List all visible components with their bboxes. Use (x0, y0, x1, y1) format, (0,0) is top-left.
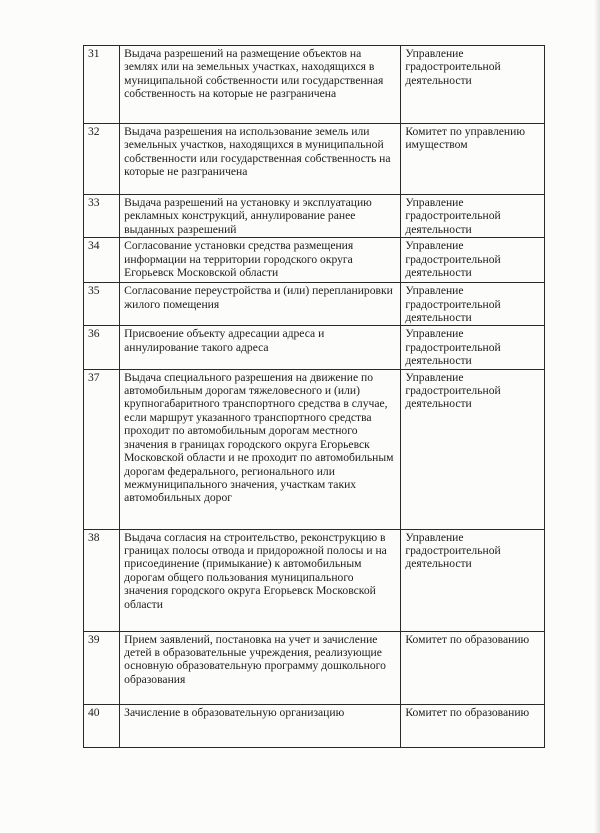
table-row (84, 529, 545, 631)
responsible-department: Управление градостроительной деятельности (401, 369, 545, 529)
row-number: 34 (84, 238, 120, 283)
scan-edge-shadow (594, 0, 600, 833)
services-table (83, 45, 545, 748)
table-row (84, 283, 545, 326)
service-name: Выдача разрешения на использование земель или земельных участков, находящихся в муниципальной собственности или государственная собственность на которые не разграничена (120, 124, 401, 195)
table-row (84, 369, 545, 529)
row-number: 40 (84, 704, 120, 747)
responsible-department: Комитет по образованию (401, 704, 545, 747)
service-name: Выдача специального разрешения на движение по автомобильным дорогам тяжеловесного и (или) крупногабаритного транспортного средства в случае, если маршрут указанного транспортного средства проходит по автомобильным дорогам местного значения в границах городского округа Егорьевск Московской области и не проходит по автомобильным дорогам федерального, регионального или межмуниципального значения, участкам таких автомобильных дорог (120, 369, 401, 529)
responsible-department: Управление градостроительной деятельности (401, 326, 545, 369)
row-number: 38 (84, 529, 120, 631)
row-number: 31 (84, 46, 120, 124)
service-name: Прием заявлений, постановка на учет и зачисление детей в образовательные учреждения, реализующие основную образовательную программу дошкольного образования (120, 631, 401, 704)
responsible-department: Комитет по управлению имуществом (401, 124, 545, 195)
table-row (84, 124, 545, 195)
responsible-department: Управление градостроительной деятельности (401, 195, 545, 238)
row-number: 36 (84, 326, 120, 369)
responsible-department: Управление градостроительной деятельности (401, 46, 545, 124)
service-name: Выдача разрешений на размещение объектов на землях или на земельных участках, находящихся в муниципальной собственности или государственная собственность на которые не разграничена (120, 46, 401, 124)
row-number: 33 (84, 195, 120, 238)
table-row (84, 238, 545, 283)
row-number: 32 (84, 124, 120, 195)
service-name: Присвоение объекту адресации адреса и аннулирование такого адреса (120, 326, 401, 369)
service-name: Выдача согласия на строительство, реконструкцию в границах полосы отвода и придорожной полосы и на присоединение (примыкание) к автомобильным дорогам общего пользования муниципального значения городского округа Егорьевск Московской области (120, 529, 401, 631)
row-number: 37 (84, 369, 120, 529)
service-name: Согласование установки средства размещения информации на территории городского округа Егорьевск Московской области (120, 238, 401, 283)
table-row (84, 326, 545, 369)
table-row (84, 631, 545, 704)
service-name: Выдача разрешений на установку и эксплуатацию рекламных конструкций, аннулирование ранее выданных разрешений (120, 195, 401, 238)
responsible-department: Управление градостроительной деятельности (401, 529, 545, 631)
service-name: Согласование переустройства и (или) перепланировки жилого помещения (120, 283, 401, 326)
row-number: 35 (84, 283, 120, 326)
table-row (84, 46, 545, 124)
responsible-department: Комитет по образованию (401, 631, 545, 704)
row-number: 39 (84, 631, 120, 704)
responsible-department: Управление градостроительной деятельности (401, 283, 545, 326)
responsible-department: Управление градостроительной деятельности (401, 238, 545, 283)
table-row (84, 195, 545, 238)
table-row (84, 704, 545, 747)
service-name: Зачисление в образовательную организацию (120, 704, 401, 747)
